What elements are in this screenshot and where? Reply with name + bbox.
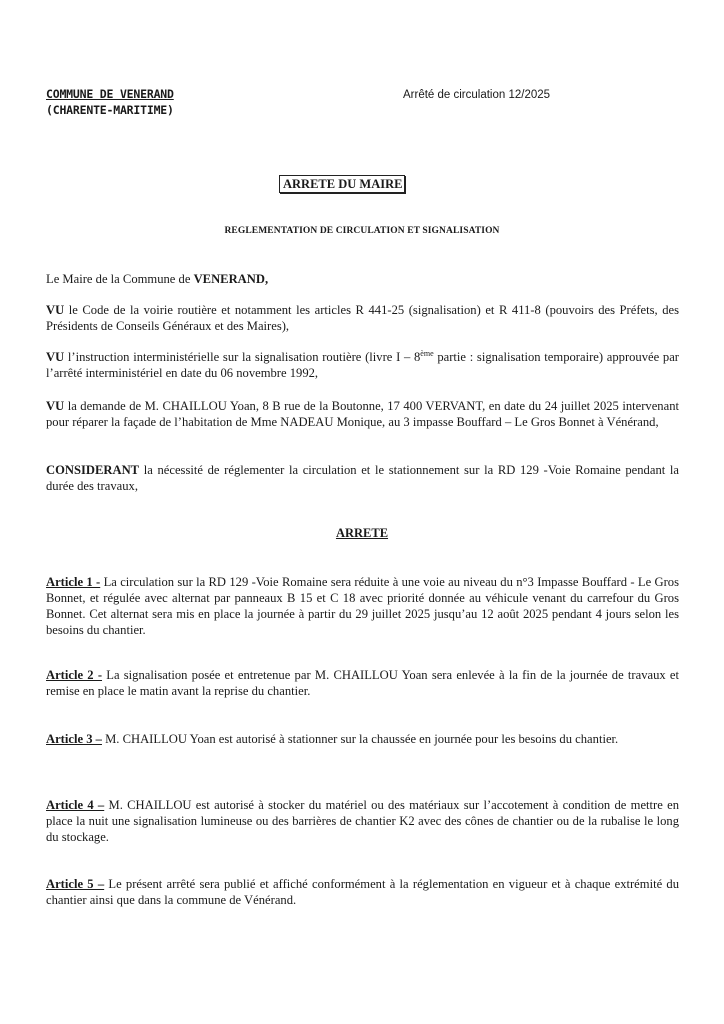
considerant-keyword: CONSIDERANT [46,463,140,477]
article-4 [46,797,679,845]
visa-text: la demande de M. CHAILLOU Yoan, 8 B rue de la Boutonne, 17 400 VERVANT, en date du 24 juillet 2025 intervenant pour réparer la façade de l’habitation de Mme NADEAU Monique, au 3 impasse Bouffard – Le Gros Bonnet à Vénérand, [46,399,679,429]
visa-text: l’instruction interministérielle sur la signalisation routière (livre I – 8 [64,350,421,364]
visa-paragraph [46,302,679,334]
article-text: La signalisation posée et entretenue par M. CHAILLOU Yoan sera enlevée à la fin de la journée de travaux et remise en place le matin avant la reprise du chantier. [46,668,680,698]
commune-name: COMMUNE DE VENERAND [46,87,174,101]
decree-reference: Arrêté de circulation 12/2025 [403,89,551,101]
intro-commune: VENERAND, [193,272,269,286]
visa-paragraph [46,349,679,381]
commune-header [46,86,174,118]
article-text: La circulation sur la RD 129 -Voie Romaine sera réduite à une voie au niveau du n°3 Impasse Bouffard - Le Gros Bonnet, et régulée avec alternat par panneaux B 15 et C 18 avec priorité donnée au véhicule venant du carrefour du Gros Bonnet. Cet alternat sera mis en place la journée à partir du 29 juillet 2025 jusqu’au 12 août 2025 pendant 4 jours selon les besoins du chantier. [46,575,680,637]
article-2 [46,667,679,699]
visa-superscript: ème [420,348,434,358]
article-label: Article 1 - [46,575,101,589]
visa-paragraph [46,398,679,430]
article-text: M. CHAILLOU Yoan est autorisé à stationner sur la chaussée en journée pour les besoins du chantier. [101,732,619,746]
considerant-text: la nécessité de réglementer la circulation et le stationnement sur la RD 129 -Voie Romaine pendant la durée des travaux, [46,463,679,493]
document-title: ARRETE DU MAIRE [279,175,405,193]
article-label: Article 2 - [46,668,103,682]
article-5 [46,876,679,908]
document-subtitle: REGLEMENTATION DE CIRCULATION ET SIGNALISATION [224,226,500,236]
visa-keyword: VU [46,350,65,364]
intro-prefix: Le Maire de la Commune de [46,272,194,286]
article-label: Article 4 – [46,798,105,812]
article-1 [46,574,679,638]
visa-keyword: VU [46,399,65,413]
intro-paragraph [46,271,679,287]
arrete-heading: ARRETE [335,526,389,540]
article-3 [46,731,679,747]
visa-text: partie : signalisation temporaire) approuvée par l’arrêté interministériel en date du 06 novembre 1992, [46,350,679,380]
article-text: M. CHAILLOU est autorisé à stocker du matériel ou des matériaux sur l’accotement à condition de mettre en place la nuit une signalisation lumineuse ou des barrières de chantier K2 avec des cônes de chantier ou de la rubalise le long du stockage. [46,798,680,844]
visa-keyword: VU [46,303,65,317]
considerant-paragraph [46,462,679,494]
visa-text: le Code de la voirie routière et notamment les articles R 441-25 (signalisation) et R 411-8 (pouvoirs des Préfets, des Présidents de Conseils Généraux et des Maires), [46,303,679,333]
article-label: Article 3 – [46,732,102,746]
article-text: Le présent arrêté sera publié et affiché conformément à la réglementation en vigueur et à chaque extrémité du chantier ainsi que dans la commune de Vénérand. [46,877,679,907]
article-label: Article 5 – [46,877,105,891]
department-name: (CHARENTE-MARITIME) [46,103,174,117]
